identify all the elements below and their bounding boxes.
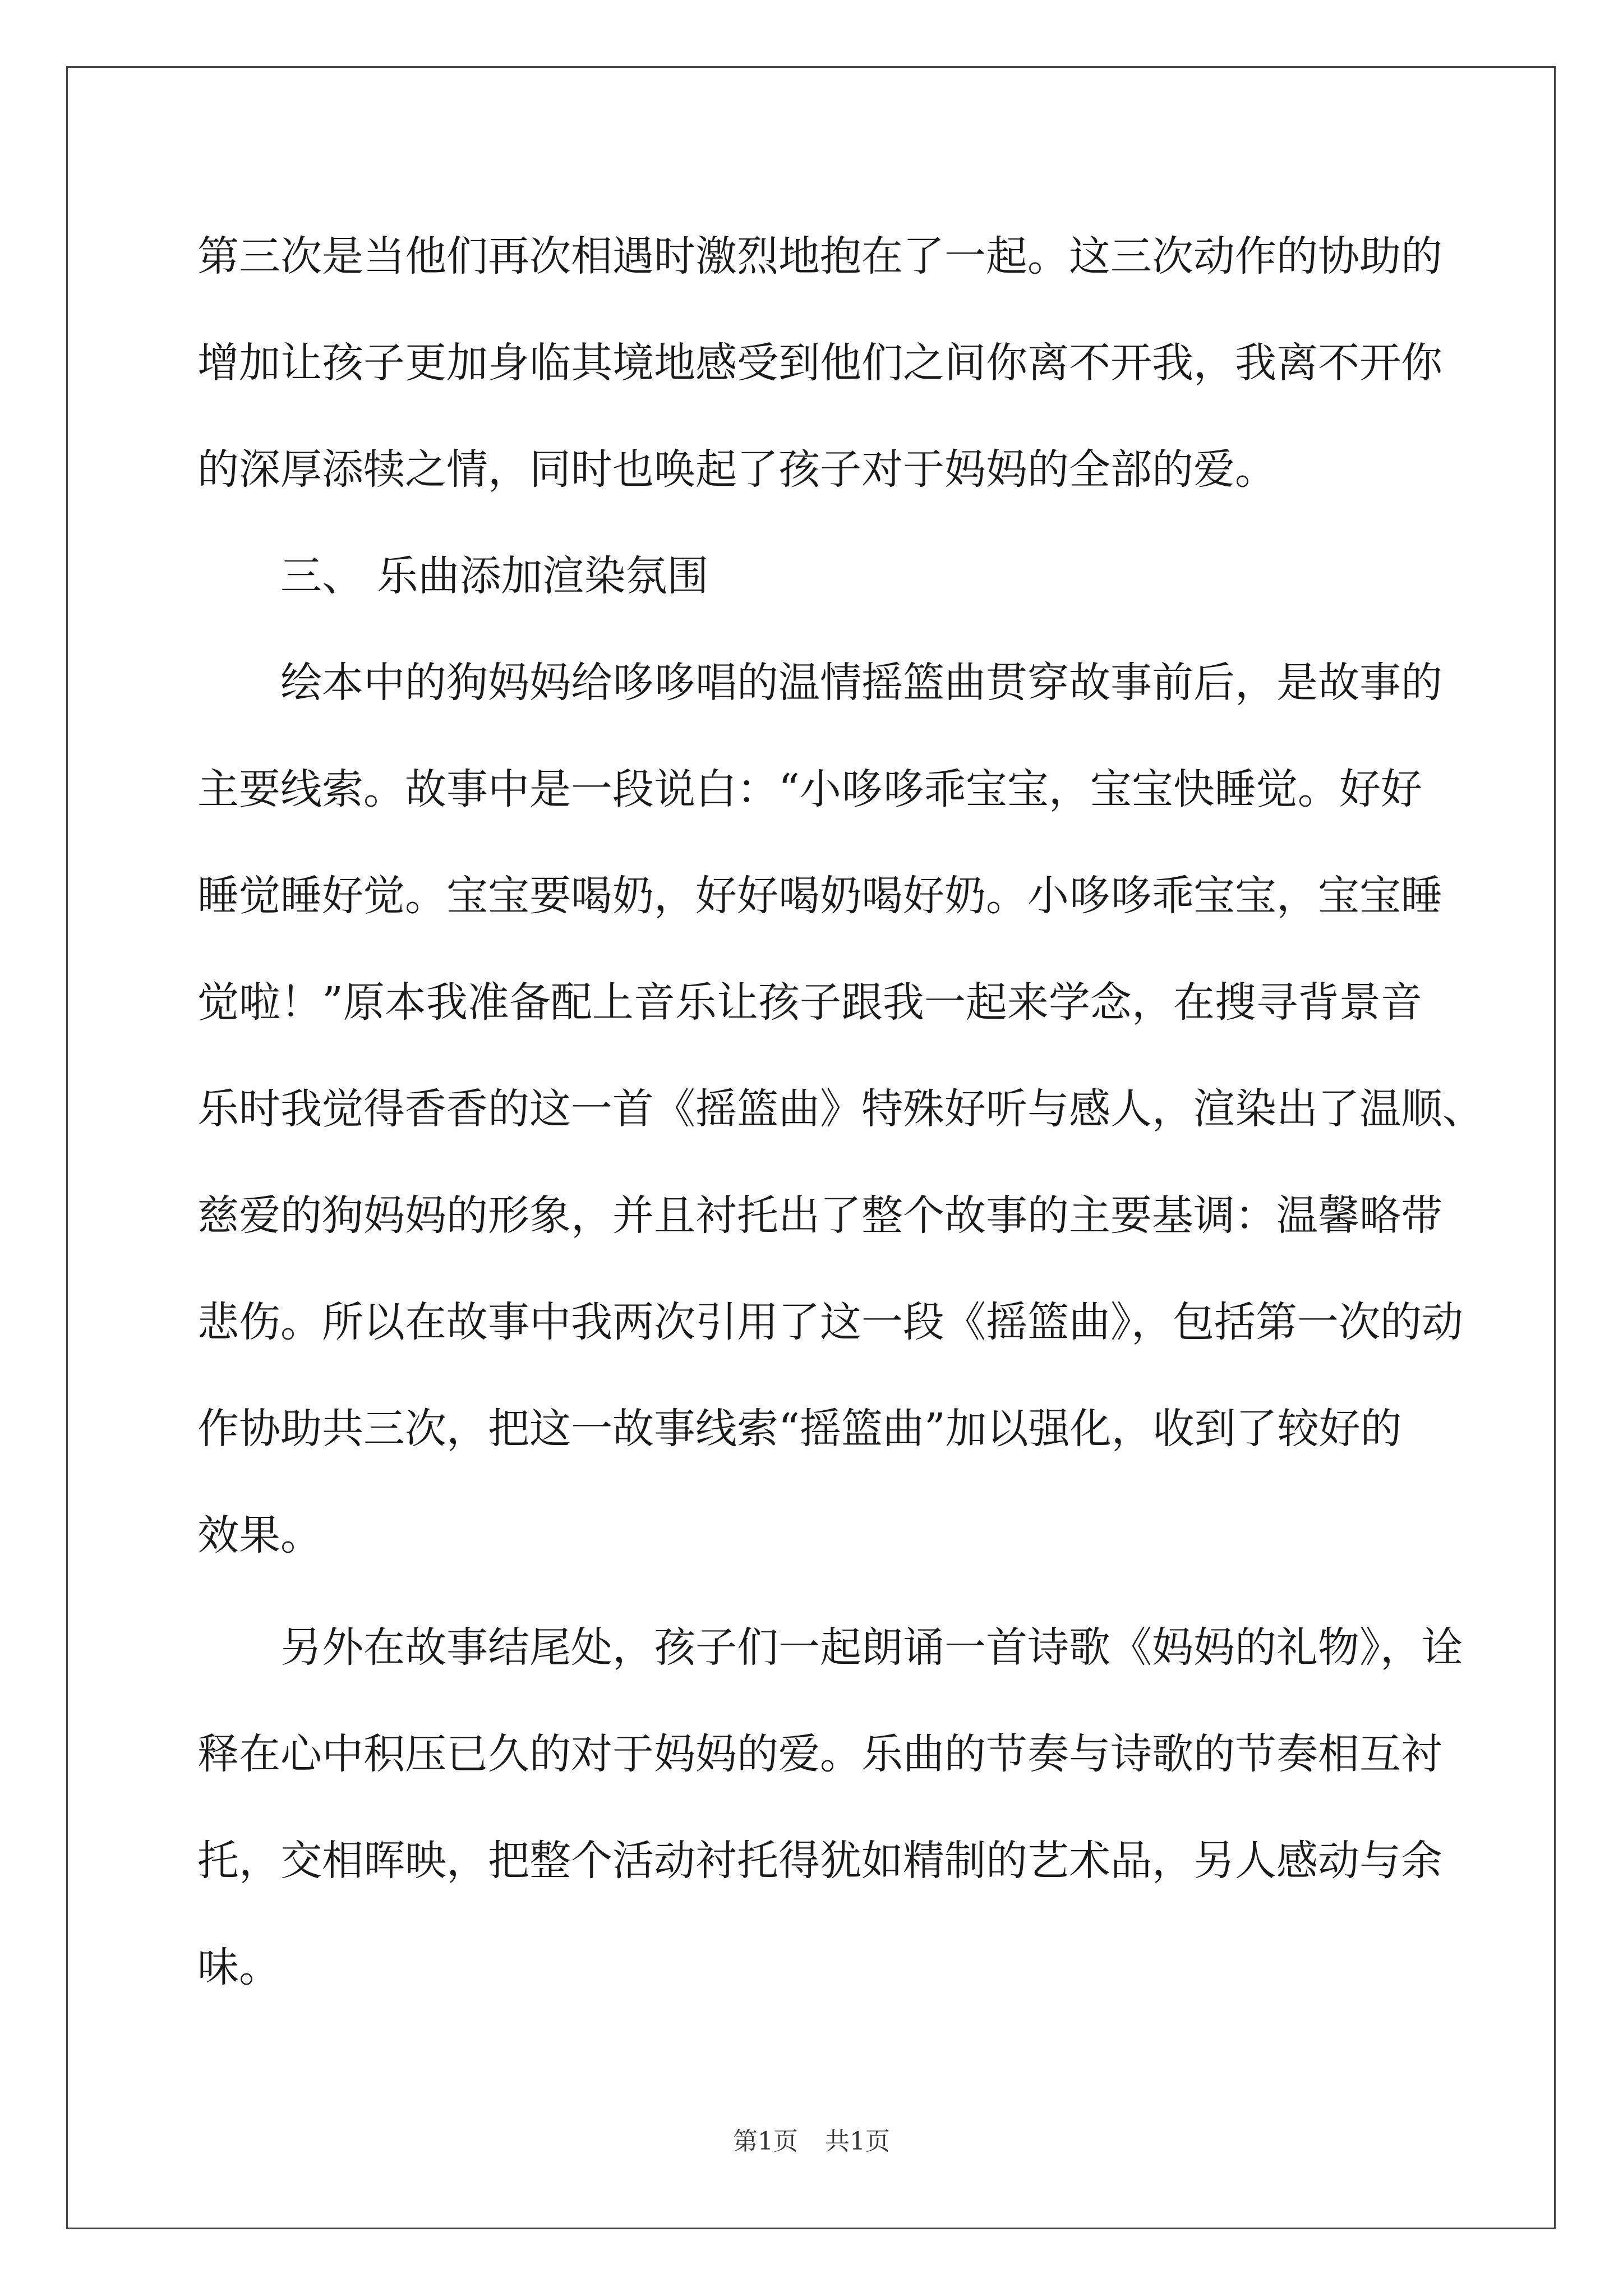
text-line: 另外在故事结尾处，孩子们一起朗诵一首诗歌《妈妈的礼物》，诠 <box>280 1623 1463 1672</box>
text-line: 增加让孩子更加身临其境地感受到他们之间你离不开我，我离不开你 <box>197 339 1442 387</box>
text-line: 味。 <box>197 1943 280 1991</box>
page-footer <box>0 2125 1623 2159</box>
text-line: 托，交相晖映，把整个活动衬托得犹如精制的艺术品，另人感动与余 <box>197 1837 1442 1885</box>
text-line: 睡觉睡好觉。宝宝要喝奶，好好喝奶喝好奶。小哆哆乖宝宝，宝宝睡 <box>197 872 1442 920</box>
section-heading: 三、 乐曲添加渲染氛围 <box>280 552 709 600</box>
text-line: 乐时我觉得香香的这一首《摇篮曲》特殊好听与感人，渲染出了温顺、 <box>197 1085 1484 1133</box>
text-line: 觉啦！”原本我准备配上音乐让孩子跟我一起来学念，在搜寻背景音 <box>197 978 1422 1027</box>
text-line: 悲伤。所以在故事中我两次引用了这一段《摇篮曲》，包括第一次的动 <box>197 1298 1463 1346</box>
page-number: 第1页 <box>733 2127 798 2156</box>
text-line: 绘本中的狗妈妈给哆哆唱的温情摇篮曲贯穿故事前后，是故事的 <box>280 659 1442 707</box>
document-body <box>197 203 1484 2021</box>
text-line: 第三次是当他们再次相遇时激烈地抱在了一起。这三次动作的协助的 <box>197 232 1442 280</box>
text-line: 的深厚添犊之情，同时也唤起了孩子对于妈妈的全部的爱。 <box>197 445 1276 494</box>
text-line: 释在心中积压已久的对于妈妈的爱。乐曲的节奏与诗歌的节奏相互衬 <box>197 1730 1442 1778</box>
text-line: 效果。 <box>197 1511 322 1559</box>
page-total: 共1页 <box>825 2127 890 2156</box>
text-line: 作协助共三次，把这一故事线索“摇篮曲”加以强化，收到了较好的 <box>197 1405 1402 1453</box>
text-line: 慈爱的狗妈妈的形象，并且衬托出了整个故事的主要基调：温馨略带 <box>197 1191 1442 1240</box>
text-line: 主要线索。故事中是一段说白：“小哆哆乖宝宝，宝宝快睡觉。好好 <box>197 765 1422 813</box>
